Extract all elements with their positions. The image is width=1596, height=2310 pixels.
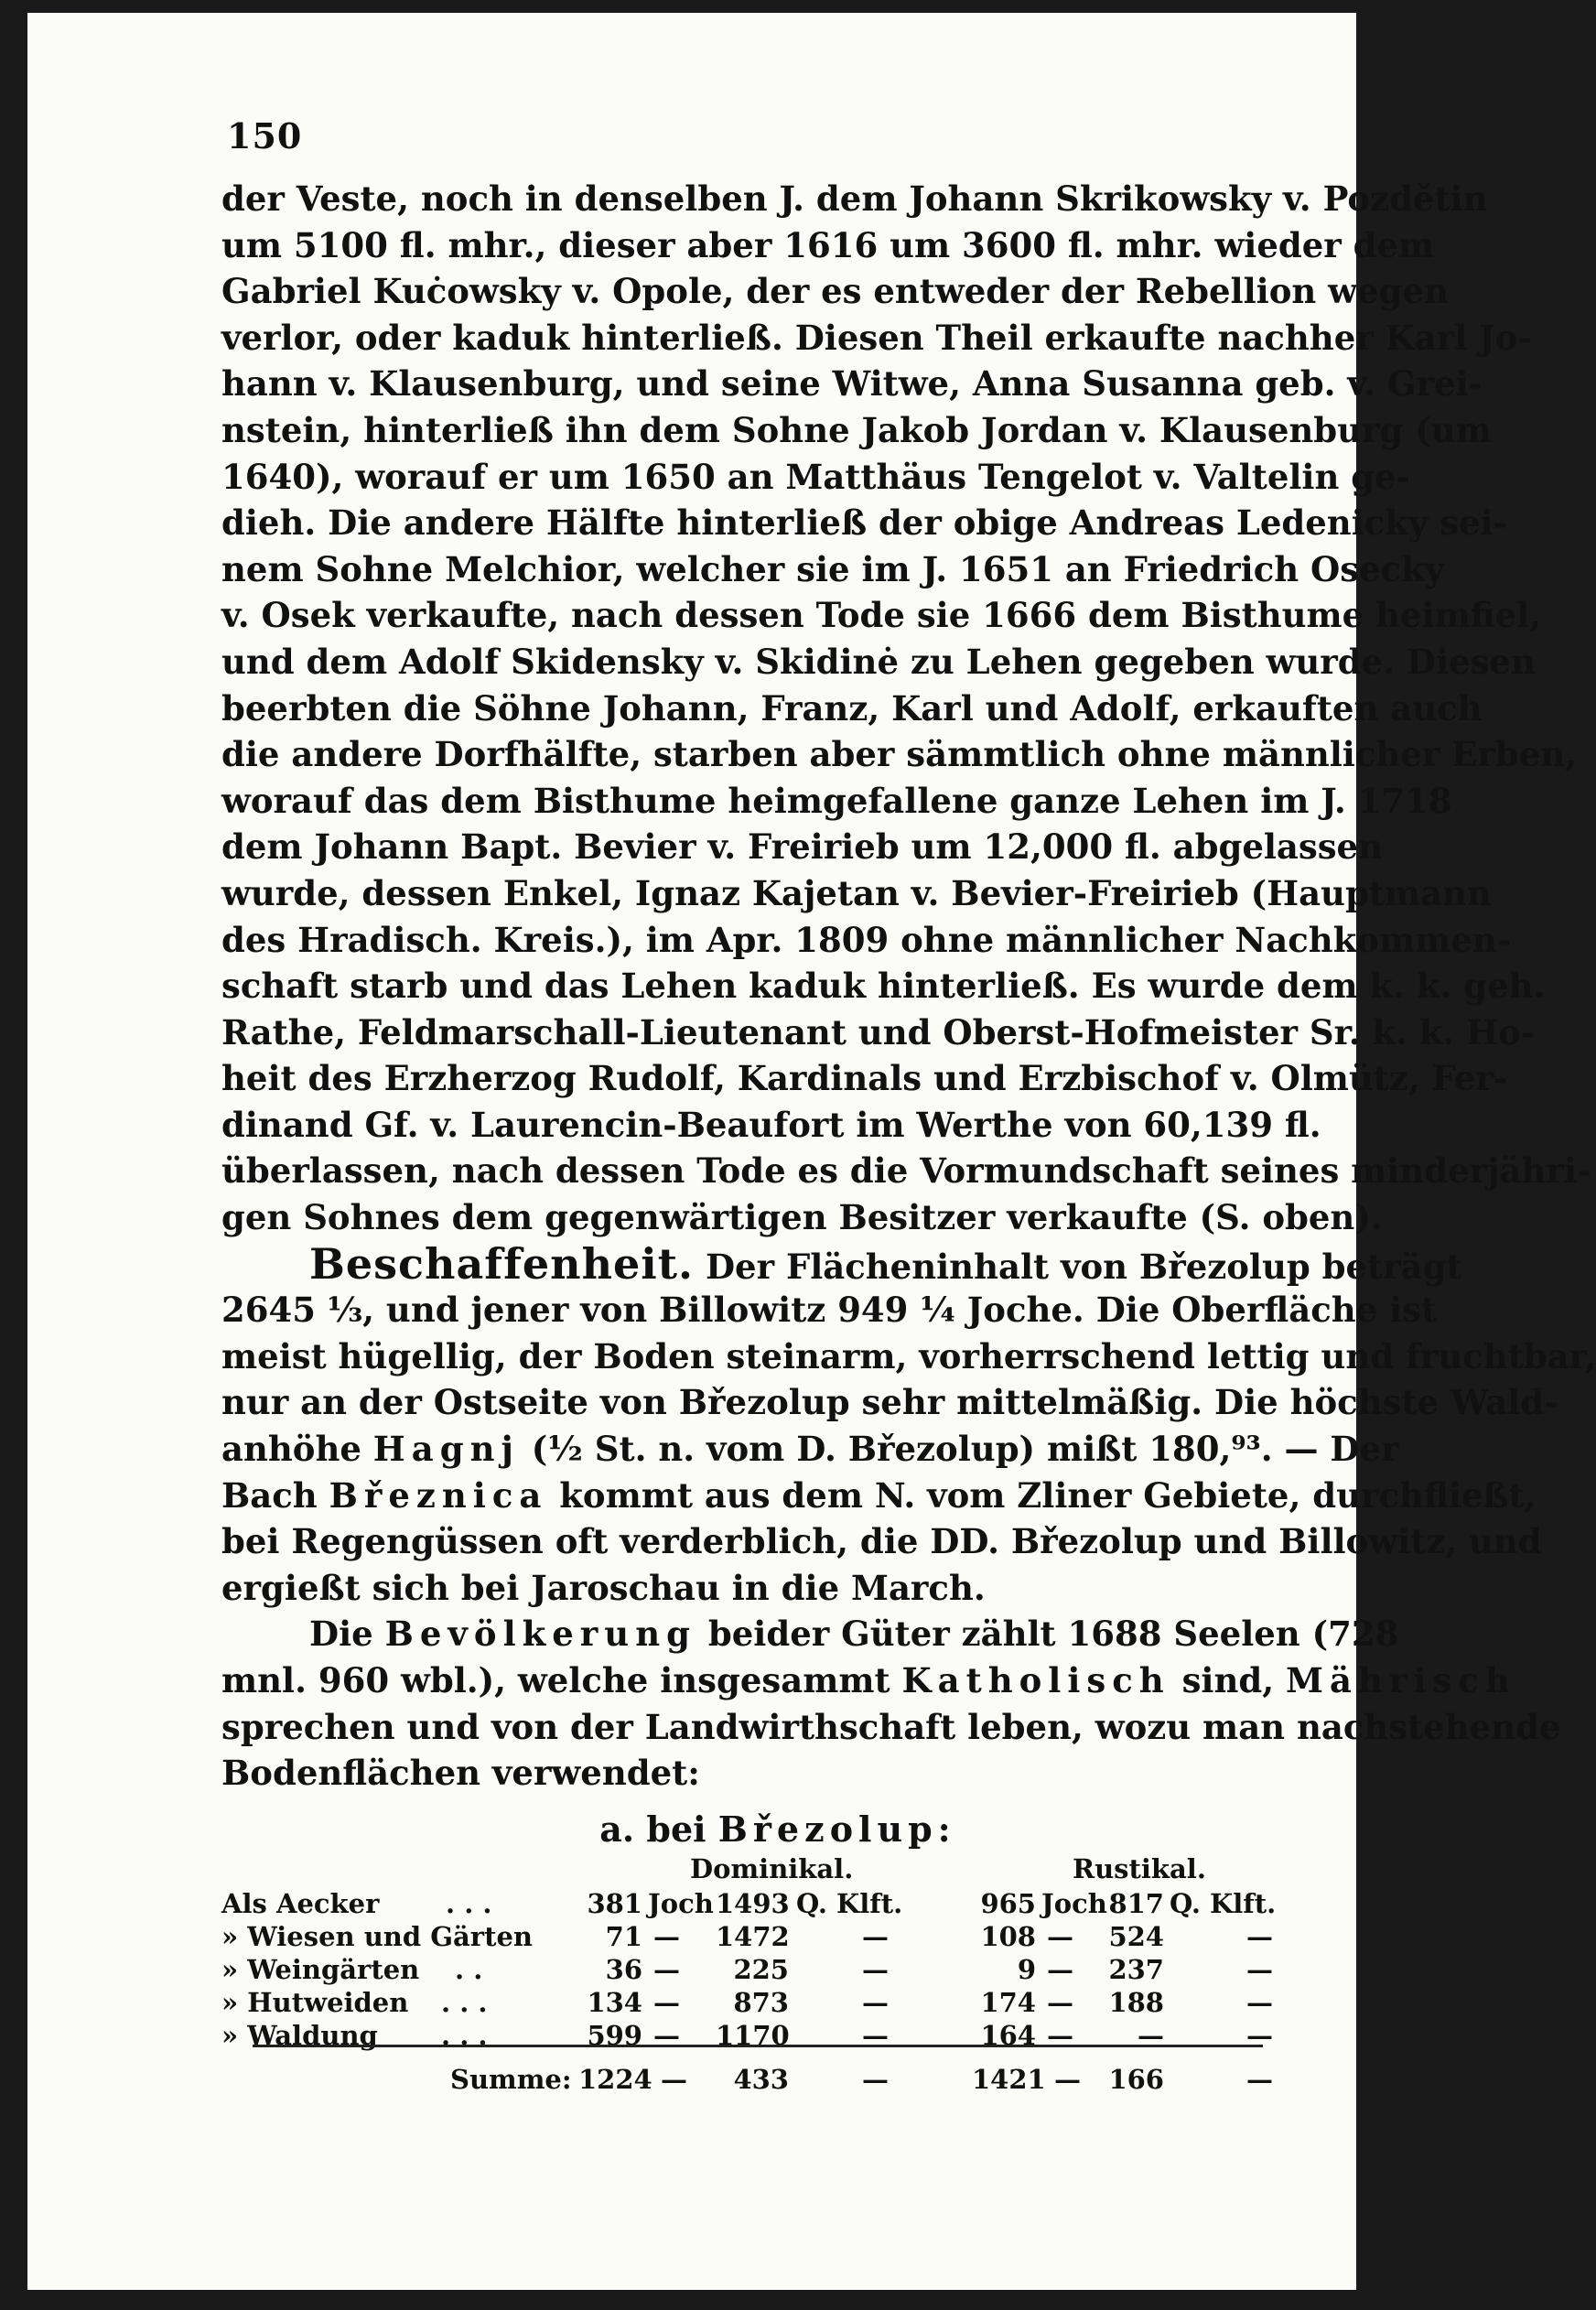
table-title-place: Březolup:	[717, 1808, 956, 1850]
rus-klft: 817	[1108, 1888, 1164, 1919]
dash: —	[653, 1921, 680, 1952]
rus-klft: 188	[1108, 1987, 1164, 2018]
rus-joch: 164	[980, 2020, 1036, 2051]
dash: —	[1054, 2064, 1081, 2095]
table-row	[221, 1953, 1310, 1986]
sum-label: Summe:	[450, 2064, 572, 2095]
text-line: beerbten die Söhne Johann, Franz, Karl und Adolf, erkauften auch	[221, 687, 1483, 729]
group-header-rustikal: Rustikal.	[1073, 1853, 1206, 1884]
table-row	[221, 1887, 1310, 1920]
spaced-term: Bevölkerung	[384, 1614, 696, 1655]
dom-joch: 134	[587, 1987, 642, 2018]
text-line: 2645 ⅓, und jener von Billowitz 949 ¼ Joche. Die Oberfläche ist	[221, 1290, 1438, 1331]
row-dots: . .	[455, 1954, 483, 1985]
dom-joch: 599	[587, 2020, 642, 2051]
text-line: der Veste, noch in denselben J. dem Johann Skrikowsky v. Pozdětin	[221, 178, 1488, 219]
row-label: Als Aecker	[221, 1888, 380, 1919]
text-line: Gabriel Kuċowsky v. Opole, der es entweder der Rebellion wegen	[221, 271, 1449, 312]
row-label: » Waldung	[221, 2020, 378, 2051]
row-label: » Hutweiden	[221, 1987, 409, 2018]
dash: —	[1246, 1921, 1273, 1952]
text-fragment: Die	[309, 1614, 373, 1655]
text-fragment: anhöhe	[221, 1429, 361, 1470]
unit-qklft: Q. Klft.	[1170, 1888, 1277, 1919]
text-line: sprechen und von der Landwirthschaft leben, wozu man nachstehende	[221, 1706, 1561, 1747]
rus-klft: 524	[1108, 1921, 1164, 1952]
row-dots: . . .	[441, 1987, 488, 2018]
text-line: ergießt sich bei Jaroschau in die March.	[221, 1567, 986, 1608]
unit-qklft: Q. Klft.	[796, 1888, 903, 1919]
dom-joch: 381	[587, 1888, 642, 1919]
dash: —	[1246, 1987, 1273, 2018]
text-line: des Hradisch. Kreis.), im Apr. 1809 ohne männlicher Nachkommen-	[221, 919, 1512, 960]
dash: —	[1047, 1921, 1073, 1952]
dash: —	[1246, 2020, 1273, 2051]
dash: —	[653, 2020, 680, 2051]
text-line	[221, 1657, 1516, 1704]
row-label: » Weingärten	[221, 1954, 420, 1985]
section-heading: Beschaffenheit.	[309, 1238, 695, 1289]
dash: —	[862, 1987, 889, 2018]
dom-klft: 1170	[716, 2020, 790, 2051]
rus-klft: 237	[1108, 1954, 1164, 1985]
text-line: dem Johann Bapt. Bevier v. Freirieb um 12,000 fl. abgelassen	[221, 826, 1384, 868]
spaced-term: Mährisch	[1286, 1660, 1516, 1700]
unit-joch: Joch	[648, 1888, 714, 1919]
sum-rule	[253, 2045, 1263, 2047]
text-line: schaft starb und das Lehen kaduk hinterließ. Es wurde dem k. k. geh.	[221, 966, 1546, 1007]
text-line: meist hügellig, der Boden steinarm, vorherrschend lettig und fruchtbar,	[221, 1335, 1596, 1376]
text-line: um 5100 fl. mhr., dieser aber 1616 um 3600 fl. mhr. wieder dem	[221, 224, 1435, 265]
dash: —	[862, 2064, 889, 2095]
text-fragment: (½ St. n. vom D. Březolup) mißt 180,⁹³. — Der	[531, 1429, 1399, 1470]
text-line: gen Sohnes dem gegenwärtigen Besitzer verkaufte (S. oben).	[221, 1197, 1383, 1238]
text-line: dinand Gf. v. Laurencin-Beaufort im Werthe von 60,139 fl.	[221, 1104, 1321, 1145]
spaced-term: Březnica	[329, 1474, 548, 1516]
book-page	[27, 13, 1596, 2290]
unit-joch: Joch	[1041, 1888, 1107, 1919]
text-line: 1640), worauf er um 1650 an Matthäus Tengelot v. Valtelin ge-	[221, 456, 1411, 497]
dash: —	[653, 1954, 680, 1985]
sum-rus-joch: 1421	[972, 2064, 1046, 2095]
text-line: nur an der Ostseite von Březolup sehr mittelmäßig. Die höchste Wald-	[221, 1382, 1558, 1423]
text-line: worauf das dem Bisthume heimgefallene ganze Lehen im J. 1718	[221, 780, 1452, 821]
text-line: wurde, dessen Enkel, Ignaz Kajetan v. Bevier-Freirieb (Hauptmann	[221, 872, 1492, 913]
text-line: nem Sohne Melchior, welcher sie im J. 1651 an Friedrich Osecky	[221, 548, 1445, 589]
body-text	[221, 176, 1596, 1797]
text-line: überlassen, nach dessen Tode es die Vormundschaft seines minderjähri-	[221, 1150, 1591, 1192]
dom-joch: 71	[605, 1921, 642, 1952]
dash: —	[653, 1987, 680, 2018]
spaced-term: Katholisch	[901, 1660, 1170, 1700]
row-label: » Wiesen und Gärten	[221, 1921, 534, 1952]
table-title	[412, 1808, 1144, 1850]
rus-joch: 965	[980, 1888, 1036, 1919]
dom-joch: 36	[605, 1954, 642, 1985]
group-header-dominikal: Dominikal.	[690, 1853, 854, 1884]
dom-klft: 1493	[716, 1888, 790, 1919]
text-line: heit des Erzherzog Rudolf, Kardinals und Erzbischof v. Olmütz, Fer-	[221, 1058, 1508, 1099]
dash: —	[862, 1954, 889, 1985]
text-line: Rathe, Feldmarschall-Lieutenant und Oberst-Hofmeister Sr. k. k. Ho-	[221, 1011, 1536, 1052]
text-line: verlor, oder kaduk hinterließ. Diesen Theil erkaufte nachher Karl Jo-	[221, 317, 1532, 358]
dash: —	[862, 2020, 889, 2051]
text-line: dieh. Die andere Hälfte hinterließ der obige Andreas Ledenicky sei-	[221, 502, 1508, 544]
dash: —	[1047, 2020, 1073, 2051]
text-line	[221, 1473, 1537, 1519]
dom-klft: 1472	[716, 1921, 790, 1952]
text-fragment: beider Güter zählt 1688 Seelen (728	[707, 1614, 1399, 1655]
text-line: v. Osek verkaufte, nach dessen Tode sie 1666 dem Bisthume heimfiel,	[221, 595, 1542, 636]
table-title-prefix: a. bei	[599, 1808, 706, 1850]
text-line: hann v. Klausenburg, und seine Witwe, Anna Susanna geb. v. Grei-	[221, 363, 1483, 405]
text-line: nstein, hinterließ ihn dem Sohne Jakob Jordan v. Klausenburg (um	[221, 409, 1492, 450]
sum-dom-joch: 1224	[578, 2064, 652, 2095]
dash: —	[1047, 1987, 1073, 2018]
dom-klft: 225	[733, 1954, 789, 1985]
sum-rus-klft: 166	[1108, 2064, 1164, 2095]
text-fragment: mnl. 960 wbl.), welche insgesammt	[221, 1660, 890, 1700]
dom-klft: 873	[733, 1987, 789, 2018]
text-fragment: kommt aus dem N. vom Zliner Gebiete, durchfließt,	[559, 1474, 1537, 1516]
row-dots: . . .	[441, 2020, 488, 2051]
text-line: die andere Dorfhälfte, starben aber sämmtlich ohne männlicher Erben,	[221, 734, 1578, 775]
table-row	[221, 1986, 1310, 2019]
text-line	[221, 1611, 1399, 1657]
rus-klft: —	[1138, 2020, 1164, 2051]
dash: —	[1246, 2064, 1273, 2095]
rus-joch: 174	[980, 1987, 1036, 2018]
row-dots: . . .	[446, 1888, 492, 1919]
text-fragment: sind,	[1181, 1660, 1275, 1700]
rus-joch: 108	[980, 1921, 1036, 1952]
table-sum-row	[221, 2063, 1310, 2096]
text-fragment: Bach	[221, 1474, 318, 1516]
text-line: bei Regengüssen oft verderblich, die DD. Březolup und Billowitz, und	[221, 1521, 1542, 1562]
page-number: 150	[227, 115, 303, 157]
spaced-term: Hagnj	[372, 1429, 520, 1470]
dash: —	[1246, 1954, 1273, 1985]
section-first-line	[221, 1238, 1462, 1289]
table-row	[221, 1920, 1310, 1953]
dash: —	[1047, 1954, 1073, 1985]
section-text: Der Flächeninhalt von Březolup beträgt	[705, 1246, 1462, 1287]
sum-dom-klft: 433	[733, 2064, 789, 2095]
text-line: und dem Adolf Skidensky v. Skidinė zu Lehen gegeben wurde. Diesen	[221, 641, 1536, 682]
rus-joch: 9	[1017, 1954, 1036, 1985]
dash: —	[661, 2064, 687, 2095]
table-header-row	[221, 1852, 1310, 1885]
text-line: Bodenflächen verwendet:	[221, 1753, 700, 1794]
text-line	[221, 1426, 1399, 1473]
dash: —	[862, 1921, 889, 1952]
